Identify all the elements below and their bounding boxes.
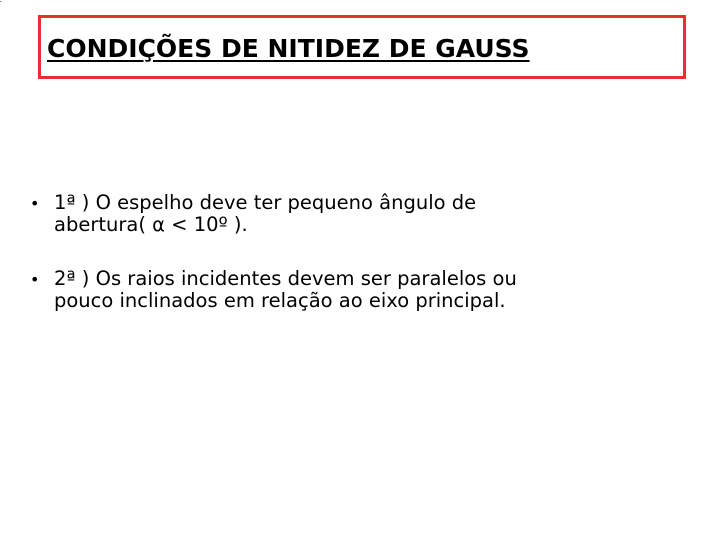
list-item xyxy=(30,192,670,236)
slide-title: CONDIÇÕES DE NITIDEZ DE GAUSS xyxy=(47,34,530,63)
bullet-text: 1ª ) O espelho deve ter pequeno ângulo de abertura( α < 10º ). xyxy=(54,191,477,236)
bullet-text: 2ª ) Os raios incidentes devem ser paralelos ou pouco inclinados em relação ao eixo principal. xyxy=(54,267,517,312)
list-item xyxy=(30,268,670,312)
bullet-marker: • xyxy=(30,194,40,213)
corner-mark: ̃ ̃ xyxy=(0,1,2,8)
bullet-list xyxy=(30,192,670,344)
bullet-marker: • xyxy=(30,270,40,289)
